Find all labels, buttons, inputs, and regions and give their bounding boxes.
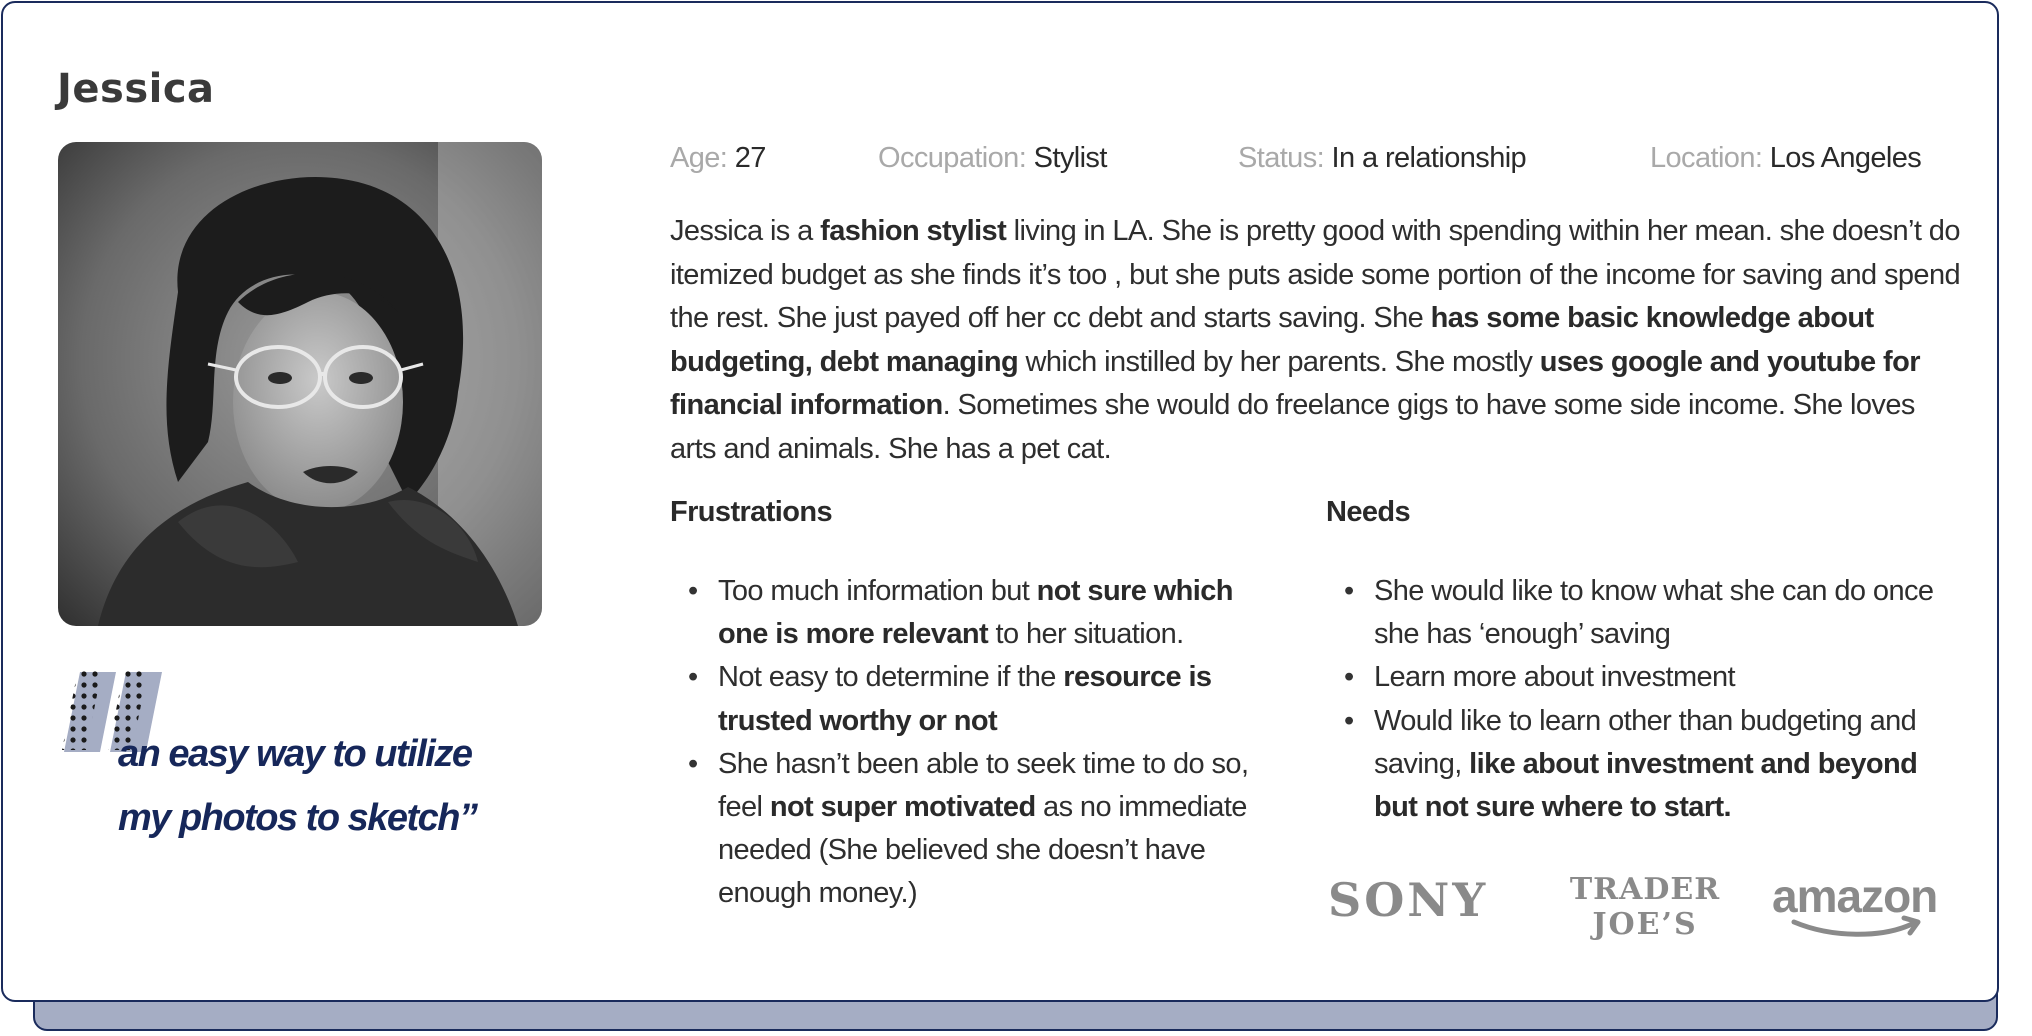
persona-name: Jessica — [57, 66, 215, 112]
list-item: • She hasn’t been able to seek time to do so, feel not super motivated as no immediate needed (She believed she doesn’t have enough money.) — [670, 743, 1290, 916]
meta-status-label: Status: — [1238, 142, 1325, 174]
meta-age — [670, 142, 766, 175]
needs-list — [1326, 570, 1946, 829]
frustrations-heading: Frustrations — [670, 496, 832, 528]
list-item: • Too much information but not sure which one is more relevant to her situation. — [670, 570, 1290, 656]
meta-occupation-label: Occupation: — [878, 142, 1027, 174]
quote-line-2: my photos to sketch” — [118, 797, 477, 839]
meta-occupation-value: Stylist — [1033, 142, 1107, 174]
frustrations-list — [670, 570, 1290, 916]
persona-quote — [118, 722, 548, 850]
persona-photo — [58, 142, 542, 626]
persona-meta-row — [670, 142, 1950, 186]
list-item: • Learn more about investment — [1326, 656, 1946, 699]
bio-highlight: has some basic knowledge about budgeting, debt managing — [670, 302, 1874, 378]
bio-text: which instilled by her parents. She mostly — [1018, 345, 1540, 378]
needs-heading: Needs — [1326, 496, 1411, 528]
bio-highlight: fashion stylist — [820, 215, 1007, 247]
sony-logo — [1328, 872, 1508, 924]
bio-text: . Sometimes she would do freelance gigs to have some side income. She loves arts and animals. She has a pet cat. — [670, 389, 1915, 465]
list-item: • She would like to know what she can do once she has ‘enough’ saving — [1326, 570, 1946, 656]
bio-highlight: uses google and youtube for financial information — [670, 345, 1920, 422]
meta-age-value: 27 — [734, 142, 766, 174]
bio-text: living in LA. She is pretty good with spending within her mean. she doesn’t do itemized budget as she finds it’s too , but she puts aside some portion of the income for saving and spend the rest. She just payed off her cc debt and starts saving. She — [670, 215, 1961, 335]
trader-joes-line-2: JOE’S — [1592, 907, 1698, 940]
amazon-logo-text: amazon — [1772, 870, 1938, 922]
sony-logo-text: SONY — [1328, 873, 1489, 924]
amazon-smile-icon — [1794, 922, 1912, 934]
persona-bio — [670, 210, 1960, 472]
meta-occupation — [878, 142, 1107, 175]
meta-location — [1650, 142, 1921, 175]
meta-status-value: In a relationship — [1331, 142, 1527, 174]
meta-status — [1238, 142, 1526, 175]
meta-age-label: Age: — [670, 142, 728, 174]
quote-line-1: an easy way to utilize — [118, 733, 472, 775]
trader-joes-line-1: TRADER — [1570, 872, 1720, 907]
trader-joes-logo — [1570, 868, 1720, 940]
bio-text: Jessica is a — [670, 215, 821, 247]
list-item: • Not easy to determine if the resource is trusted worthy or not — [670, 656, 1290, 742]
amazon-logo — [1772, 870, 1948, 940]
meta-location-label: Location: — [1650, 142, 1763, 174]
list-item: • Would like to learn other than budgeting and saving, like about investment and beyond but not sure where to start. — [1326, 700, 1946, 830]
meta-location-value: Los Angeles — [1769, 142, 1922, 174]
